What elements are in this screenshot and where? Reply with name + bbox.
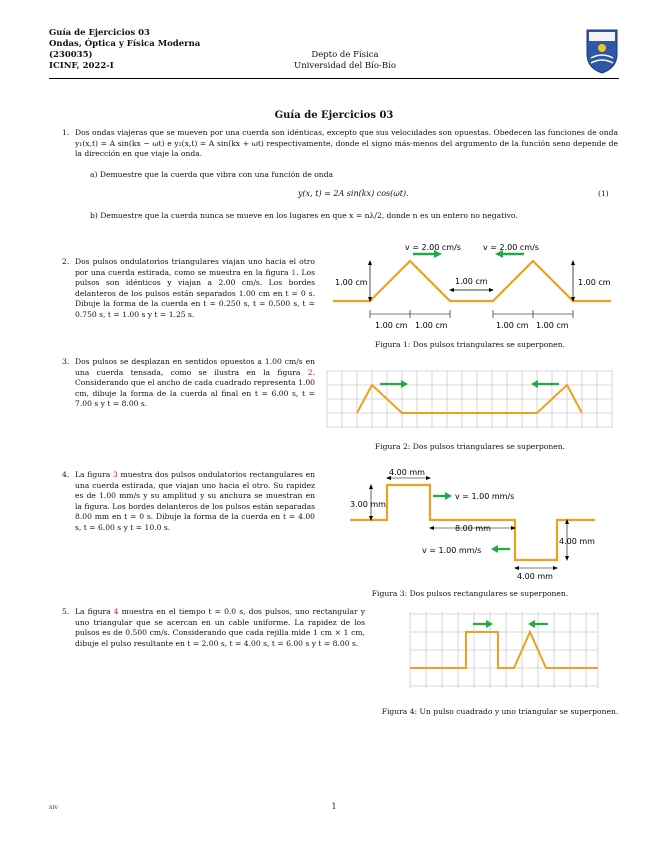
figure-1-caption: Figura 1: Dos pulsos triangulares se superponen.: [374, 340, 566, 349]
problem-4-number: 4.: [62, 470, 70, 479]
figure-4-ref[interactable]: 4: [113, 607, 119, 616]
problem-3-number: 3.: [62, 357, 70, 366]
problem-3-text: Dos pulsos se desplazan en sentidos opuestos a 1.00 cm/s en una cuerda tensada, como se ilustra en la figura 2. Considerando que el ancho de cada cuadrado representa 1.00 cm, dibuje la forma de la cuerda al final en t = 6.00 s, t = 7.00 s y t = 8.00 s.: [75, 357, 315, 409]
course-code: (230035): [49, 50, 93, 60]
problem-5-text: La figura 4 muestra en el tiempo t = 0.0 s, dos pulsos, uno rectangular y uno triangular que se acercan en un cable uniforme. La rapidez de los pulsos es de 0.500 cm/s. Considerando que cada rejilla mide 1 cm × 1 cm, dibuje el pulso resultante en t = 2.00 s, t = 4.00 s, t = 6.00 s y t = 8.00 s.: [75, 607, 365, 648]
figure-2-caption: Figura 2: Dos pulsos triangulares se superponen.: [374, 442, 566, 451]
page-number: 1: [331, 802, 337, 811]
department: Depto de Física: [311, 50, 379, 60]
university-logo: [585, 28, 619, 74]
figure-3-caption: Figura 3: Dos pulsos rectangulares se superponen.: [371, 589, 569, 598]
fig1-velocity-right: v = 2.00 cm/s: [483, 243, 539, 252]
figure-4: [408, 612, 600, 690]
fig1-gap-label: 1.00 cm: [455, 277, 488, 286]
problem-2-text: Dos pulsos ondulatorios triangulares viajan uno hacia el otro por una cuerda estirada, como se muestra en la figura 1. Los pulsos son idénticos y viajan a 2.00 cm/s. Los bordes delanteros de los pulsos están separados 1.00 cm en t = 0 s. Dibuje la forma de la cuerda en t = 0.250 s, t = 0.500 s, t = 0.750 s, t = 1.00 s y t = 1.25 s.: [75, 257, 315, 319]
fig3-velocity-top: v = 1.00 mm/s: [455, 492, 515, 501]
fig3-height-left: 3.00 mm: [350, 500, 386, 509]
fig1-bottom-2: 1.00 cm: [415, 321, 448, 330]
course-term: ICINF, 2022-I: [49, 61, 114, 71]
fig1-height-right: 1.00 cm: [578, 278, 611, 287]
fig1-bottom-4: 1.00 cm: [536, 321, 569, 330]
fig1-velocity-left: v = 2.00 cm/s: [405, 243, 461, 252]
course-guide: Guía de Ejercicios 03: [49, 28, 150, 38]
fig3-width-bottom: 4.00 mm: [517, 572, 553, 581]
header-left: [49, 28, 249, 72]
problem-1b: b) Demuestre que la cuerda nunca se mueve en los lugares en que x = nλ/2, donde n es un entero no negativo.: [90, 211, 518, 220]
figure-3: [345, 465, 600, 585]
figure-4-caption: Figura 4: Un pulso cuadrado y uno triangular se superponen.: [381, 707, 619, 716]
equation-1-number: (1): [598, 189, 609, 198]
fig1-height-left: 1.00 cm: [335, 278, 368, 287]
figure-2: [325, 370, 615, 430]
figure-2-ref[interactable]: 2: [307, 367, 313, 377]
problem-2-number: 2.: [62, 257, 70, 266]
header-rule: [49, 78, 619, 79]
university: Universidad del Bío-Bío: [294, 61, 396, 71]
fig3-gap-label: 8.00 mm: [455, 524, 491, 533]
figure-1-ref[interactable]: 1: [291, 267, 297, 277]
figure-3-ref[interactable]: 3: [112, 470, 118, 479]
course-name: Ondas, Óptica y Física Moderna: [49, 39, 201, 49]
fig3-velocity-bottom: v = 1.00 mm/s: [422, 546, 482, 555]
figure-1: [325, 238, 615, 338]
footer-author: SIV: [49, 805, 59, 811]
problem-1-text: Dos ondas viajeras que se mueven por una cuerda son idénticas, excepto que sus velocidades son opuestas. Obedecen las funciones de onda y₁(x,t) = A sin(kx − ωt) e y₂(x,t) = A sin(kx + ωt) respectivamente, donde el signo más-menos del argumento de la función seno depende de la dirección en que viaje la onda.: [75, 128, 618, 159]
fig3-width-top: 4.00 mm: [389, 468, 425, 477]
problem-5-number: 5.: [62, 607, 70, 616]
problem-4-text: La figura 3 muestra dos pulsos ondulatorios rectangulares en una cuerda estirada, que viajan uno hacia el otro. Su rapidez es de 1.00 mm/s y su amplitud y su anchura se muestran en la figura. Los bordes delanteros de los pulsos están separadas 8.00 mm en t = 0 s. Dibuje la forma de la cuerda en t = 4.00 s, t = 6.00 s y t = 10.0 s.: [75, 470, 315, 532]
page-title: Guía de Ejercicios 03: [274, 110, 394, 121]
fig1-bottom-3: 1.00 cm: [496, 321, 529, 330]
header-center: [260, 50, 430, 72]
problem-1-number: 1.: [62, 128, 70, 137]
fig3-height-right: 4.00 mm: [559, 537, 595, 546]
equation-1: y(x, t) = 2A sin(kx) cos(ωt).: [298, 189, 409, 198]
fig1-bottom-1: 1.00 cm: [375, 321, 408, 330]
problem-1a: a) Demuestre que la cuerda que vibra con una función de onda: [90, 170, 334, 179]
